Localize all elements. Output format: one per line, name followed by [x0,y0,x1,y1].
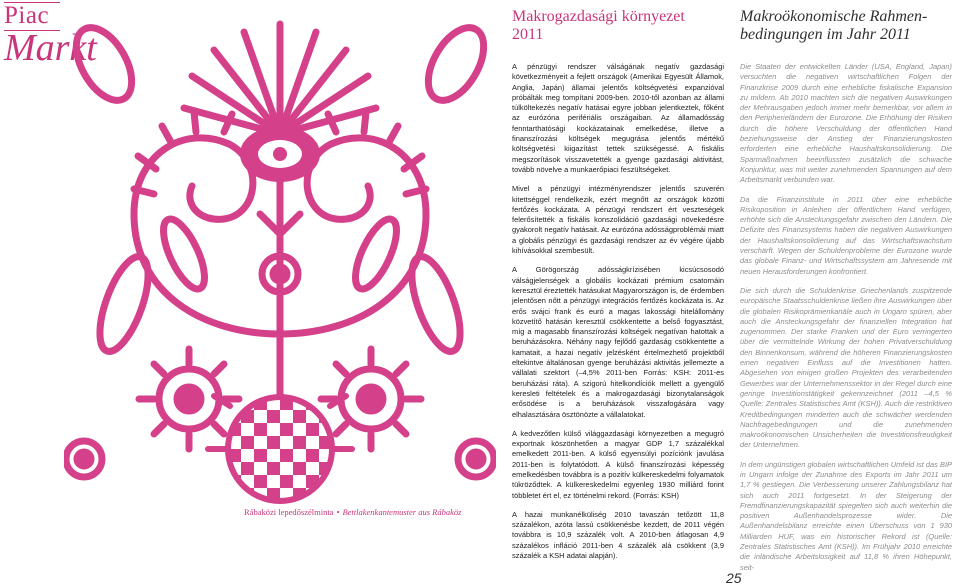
paragraph-hu-1: A pénzügyi rendszer válságának negatív gazdasági következményeit a fejlett országok (Amerikai Egyesült Államok, Anglia, Japán) államai jelentős költségvetési expanzióval próbálták meg tompítani 2009-ben. 2010-től azonban az állami túlköltekezés negatív hatásai egyre jobban jelentkeztek, főként az eurózóna perifériális országaiban. Az államadósság fenntarthatósági kockázatainak emelkedése, illetve a finanszírozási költségek megugrása jelentős mértékű költségvetési kiigazítást tettek szükségessé. A fiskális megszorítások visszavetették a gyenge gazdasági aktivitást, tovább növelve a munkaerőpiaci feszültségeket. [512,62,724,174]
paragraph-de-3: Die sich durch die Schuldenkrise Griechenlands zuspitzende europäische Staatsschuldenkrise ließen ihre Auswirkungen über die globalen Risikoprämienkanäle auch in Ungarn spüren, aber auch die Ansteckungsgefahr der finanziellen Integration hat zugenommen. Der starke Franken und der Euro verringerten über die vermittelnde Wirkung der hohen Privatverschuldung den Binnenkonsum, während die höheren Finanzierungskosten einen negativen Einfluss auf die Investitionen hatten. Abgesehen von einigen großen Projekten des verarbeitenden Gewerbes war der Unternehmenssektor in der Regel durch eine geringe Investitionstätigkeit gekennzeichnet (2011 –4,5 % Quelle: Zentrales Statistisches Amt (KSH)). Auch die restriktiven Kreditbedingungen minderten auch die schwächer werdenden Nachfragebedingungen und die zunehmenden makroökonomischen Unsicherheiten die Investitionsfreudigkeit der Unternehmen. [740,285,952,450]
caption-hu: Rábaközi lepedőszélminta [244,507,334,517]
paragraph-hu-4: A kedvezőtlen külső világgazdasági környezetben a megugró exportnak köszönhetően a magyar GDP 1,7 százalékkal emelkedett 2011-ben. A külső egyensúlyi pozíciónk javulása 2011-ben is folytatódott. A külső finanszírozási képesség emelkedésben továbbra is a pozitív külkereskedelmi folyamatok tükröződtek. A külkereskedelmi egyenleg 1930 milliárd forint többletet ért el, ez történelmi rekord. (Forrás: KSH) [512,428,724,500]
paragraph-hu-5: A hazai munkanélküliség 2010 tavaszán tetőzött 11,8 százalékon, azóta lassú csökkenésbe kezdett, de 2011 végén továbbra is 10,9 százalék volt. A 2010-ben átlagosan 4,9 százalékos infláció 2011-ben 4 százalék alá csökkent (3,9 százalék a KSH adatai alapján). [512,509,724,561]
section-label: Piac [4,2,50,29]
heading-de-line2: bedingungen im Jahr 2011 [740,26,911,43]
section-title: Markt [4,27,97,69]
ornament-top-flower [184,24,376,182]
paragraph-hu-3: A Görögország adósságkrízisében kicsúcsosodó válságjelenségek a globális kockázati prémium csatornáin keresztül éreztették hatásukat Magyarországon is, de érdemben jelentősen nőtt a pénzügyi integrációs fertőzés kockázata is. Az erős svájci frank és euró a magas lakossági hitelállomány közvetítő hatásán keresztül csökkentette a belső fogyasztást, míg a magasabb finanszírozási költségek negatívan hatottak a beruházásokra. Néhány nagy fejlődő gazdaság csökkentette a kamatait, a hazai negatív jelzésként értelmezhető projektből eltekintve általánosan gyenge beruházási aktivitás jellemezte a vállalati szektort (–4,5% 2011-ben Forrás: KSH: 2011-es beruházási ráta). A szigorú hitelkondíciók mellett a gyengülő keresleti feltételek és a makrogazdasági bizonytalanságok erősödése is a beruházások visszafogására vagy elhalasztására ösztönözte a vállalatokat. [512,265,724,419]
paragraph-de-4: In dem ungünstigen globalen wirtschaftlichen Umfeld ist das BIP in Ungarn infolge der Zunahme des Exports im Jahr 2011 um 1,7 % gestiegen. Die Verbesserung unserer Zahlungsbilanz hat sich auch 2011 fortgesetzt. In der Steigerung der Fremdfinanzierungskapazität spiegelten sich auch weiterhin die positiven Außenhandelsprozesse wider. Die Außenhandelsbilanz erreichte einen Überschuss von 1 930 Milliarden HUF, was ein historischer Rekord ist (Quelle: Zentrales Statistisches Amt (KSH)). Im Frühjahr 2010 erreichte die inländische Arbeitslosigkeit auf 11,8 % ihren Höhepunkt, seit- [740,459,952,572]
ornament-checkered-bulb [208,396,352,501]
heading-hu [512,8,685,44]
heading-hu-line2: 2011 [512,26,544,43]
caption-de: Bettlakenkantemuster aus Rábaköz [342,507,462,517]
caption-separator: • [336,507,340,517]
heading-de [740,8,927,44]
body-column-hu [512,62,724,570]
paragraph-de-1: Die Staaten der entwickelten Länder (USA, England, Japan) versuchten die negativen wirtschaftlichen Folgen der Finanzkrise 2009 durch eine erhebliche fiskalische Expansion zu mildern. Ab 2010 machten sich die negativen Auswirkungen der Mehrausgaben jedoch immer mehr bemerkbar, vor allem in den Peripherieländern der Eurozone. Die Erhöhung der Risiken durch die höhere Verschuldung der öffentlichen Hand beziehungsweise der Anstieg der Finanzierungskosten erforderten eine erhebliche Haushaltskonsolidierung. Die Sparmaßnahmen beeinflussten zusätzlich die schwache Konjunktur, was mit weiter zunehmenden Spannungen auf dem Arbeitsmarkt verbunden war. [740,62,952,185]
paragraph-de-2: Da die Finanzinstitute in 2011 über eine erhebliche Risikoposition in Anleihen der öffentlichen Hand verfügen, erhöhte sich die Ansteckungsgefahr zwischen den Ländern. Die Defizite des Finanzsystems haben die negativen Auswirkungen der Haushaltskonsolidierung auf das Wirtschaftswachstum verschärft. Wegen der Schuldenprobleme der Eurozone wurde das globale Finanz- und Wirtschaftssystem am Jahresende mit neuen Herausforderungen konfrontiert. [740,194,952,276]
heading-de-line1: Makroökonomische Rahmen- [740,8,928,25]
heading-hu-line1: Makrogazdasági környezet [512,8,685,25]
image-caption [244,507,502,517]
paragraph-hu-2: Mivel a pénzügyi intézményrendszer jelentős szuverén kitettséggel rendelkezik, ezért megnőtt az országok közötti fertőzés kockázata. A pénzügyi rendszert ért veszteségek felerősítették a fiskális konszolidáció gazdasági növekedésre gyakorolt negatív hatásait. Az eurózóna adósságproblémái miatt a globális pénzügyi és gazdasági rendszer az év végére újabb kihívásokkal szembesült. [512,184,724,256]
page-number: 25 [726,570,742,586]
folk-ornament-image [64,4,496,509]
body-column-de [740,62,952,582]
